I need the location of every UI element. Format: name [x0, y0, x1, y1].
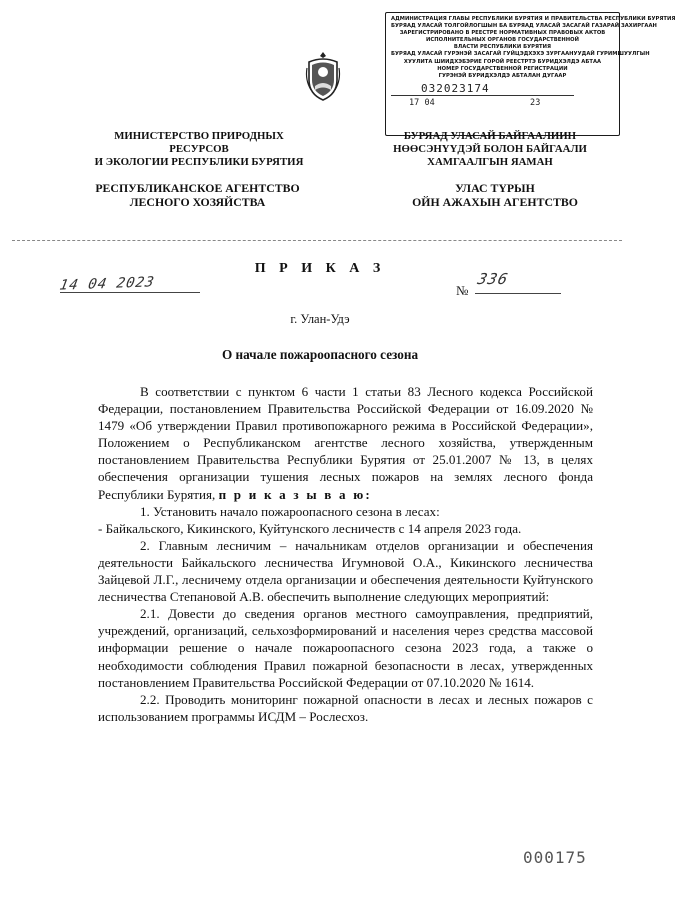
item-2: 2. Главным лесничим – начальникам отделов организации и обеспечения деятельности Байкальского лесничества Игумновой О.А., Кикинского лесничества Зайцевой Л.Г., лесничему отдела организации и обеспечения деятельности Куйтунского лесничества Степановой А.В. обеспечить выполнение следующих мероприятий:: [98, 537, 593, 605]
ministry-ru-line: МИНИСТЕРСТВО ПРИРОДНЫХ РЕСУРСОВ: [114, 130, 284, 155]
command-colon: :: [365, 486, 372, 502]
ministry-name-ru: [84, 130, 314, 169]
item-2-1: 2.1. Довести до сведения органов местного самоуправления, предприятий, учреждений, организаций, сельхозформирований и населения через средства массовой информации решение о начале пожароопасного сезона 2023 года, а также о необходимости соблюдения Правил пожарной безопасности в лесах, утвержденных постановлением Правительства Российской Федерации от 07.10.2020 № 1614.: [98, 606, 593, 690]
number-sign: №: [456, 283, 469, 298]
stamp-month: 04: [424, 97, 435, 108]
intro-text: В соответствии с пунктом 6 части 1 статьи 83 Лесного кодекса Российской Федерации, постановлением Правительства Российской Федерации от 16.09.2020 № 1479 «Об утверждении Правил противопожарного режима в Российской Федерации», Положением о Республиканском агентстве лесного хозяйства, утвержденным постановлением Правительства Республики Бурятия от 25.01.2007 № 13, в целях обеспечения организации тушения лесных пожаров на землях лесного фонда Республики Бурятия,: [98, 384, 593, 502]
stamp-year: 23: [530, 97, 541, 108]
coat-of-arms-emblem: [303, 50, 343, 102]
stamp-line: НОМЕР ГОСУДАРСТВЕННОЙ РЕГИСТРАЦИИ: [437, 65, 568, 72]
order-date: 14 04 2023: [58, 274, 157, 294]
stamp-registration-date: [391, 98, 614, 109]
registration-stamp: [385, 12, 675, 136]
header-divider: [12, 240, 622, 241]
item-1-sub: - Байкальского, Кикинского, Куйтунского лесничеств с 14 апреля 2023 года.: [98, 520, 522, 536]
date-underline: [60, 292, 200, 293]
item-1: 1. Установить начало пожароопасного сезона в лесах:: [140, 503, 440, 519]
stamp-registration-number: 032023174: [391, 82, 574, 96]
ministry-bur-line: БУРЯАД УЛАСАЙ БАЙГААЛИИН: [403, 130, 577, 142]
stamp-line: ЗАРЕГИСТРИРОВАНО В РЕЕСТРЕ НОРМАТИВНЫХ ПРАВОВЫХ АКТОВ: [399, 30, 606, 37]
agency-ru-line: ЛЕСНОГО ХОЗЯЙСТВА: [129, 195, 266, 209]
stamp-day: 17: [409, 97, 420, 108]
agency-name-ru: [80, 181, 315, 209]
command-word: п р и к а з ы в а ю: [218, 486, 366, 502]
stamp-line: БУРЯАД УЛАСАЙ ГУРЭНЭЙ ЗАСАГАЙ ГУЙЦЭДХЭХЭ ЗУРГААНУУДАЙ ГУРИМШУУЛГЫН: [391, 51, 650, 58]
stamp-line: ХУУЛИТА ШИИДХЭБЭРИЕ ГОРОЙ РЕЕСТРТЭ БУРИДХЭЛДЭ АБТАА: [403, 58, 602, 65]
stamp-line: БУРЯАД УЛАСАЙ ТОЛГОЙЛОГШЫН БА БУРЯАД УЛАСАЙ ЗАСАГАЙ ГАЗАРАЙ ЗАХИРГААН: [391, 23, 657, 30]
ministry-bur-line: ХАМГААЛГЫН ЯАМАН: [427, 156, 553, 168]
page-number: 000175: [523, 848, 587, 867]
stamp-line: ВЛАСТИ РЕСПУБЛИКИ БУРЯТИЯ: [453, 44, 552, 51]
order-number: 336: [475, 270, 511, 288]
order-subject: О начале пожароопасного сезона: [221, 347, 419, 362]
ministry-ru-line: И ЭКОЛОГИИ РЕСПУБЛИКИ БУРЯТИЯ: [94, 156, 304, 168]
agency-bur-line: ОЙН АЖАХЫН АГЕНТСТВО: [412, 195, 578, 209]
stamp-line: ИСПОЛНИТЕЛЬНЫХ ОРГАНОВ ГОСУДАРСТВЕННОЙ: [426, 37, 579, 44]
intro-paragraph: [98, 383, 593, 503]
document-body: [98, 383, 593, 725]
stamp-line: ГУРЭНЭЙ БУРИДХЭЛДЭ АБТАЛАН ДУГААР: [438, 72, 567, 79]
number-underline: [475, 293, 561, 294]
document-title: П Р И К А З: [254, 261, 386, 276]
agency-ru-line: РЕСПУБЛИКАНСКОЕ АГЕНТСТВО: [95, 181, 300, 195]
stamp-line: АДМИНИСТРАЦИЯ ГЛАВЫ РЕСПУБЛИКИ БУРЯТИЯ И ПРАВИТЕЛЬСТВА РЕСПУБЛИКИ БУРЯТИЯ: [391, 16, 675, 22]
ministry-bur-line: НӨӨСЭНҮҮДЭЙ БОЛОН БАЙГААЛИ: [393, 143, 587, 155]
ministry-name-bur: [370, 130, 610, 169]
agency-bur-line: УЛАС ТҮРЫН: [455, 181, 535, 195]
city: г. Улан-Удэ: [290, 312, 350, 326]
item-2-2: 2.2. Проводить мониторинг пожарной опасности в лесах и лесных пожаров с использованием программы ИСДМ – Рослесхоз.: [98, 691, 593, 724]
agency-name-bur: [380, 181, 610, 209]
